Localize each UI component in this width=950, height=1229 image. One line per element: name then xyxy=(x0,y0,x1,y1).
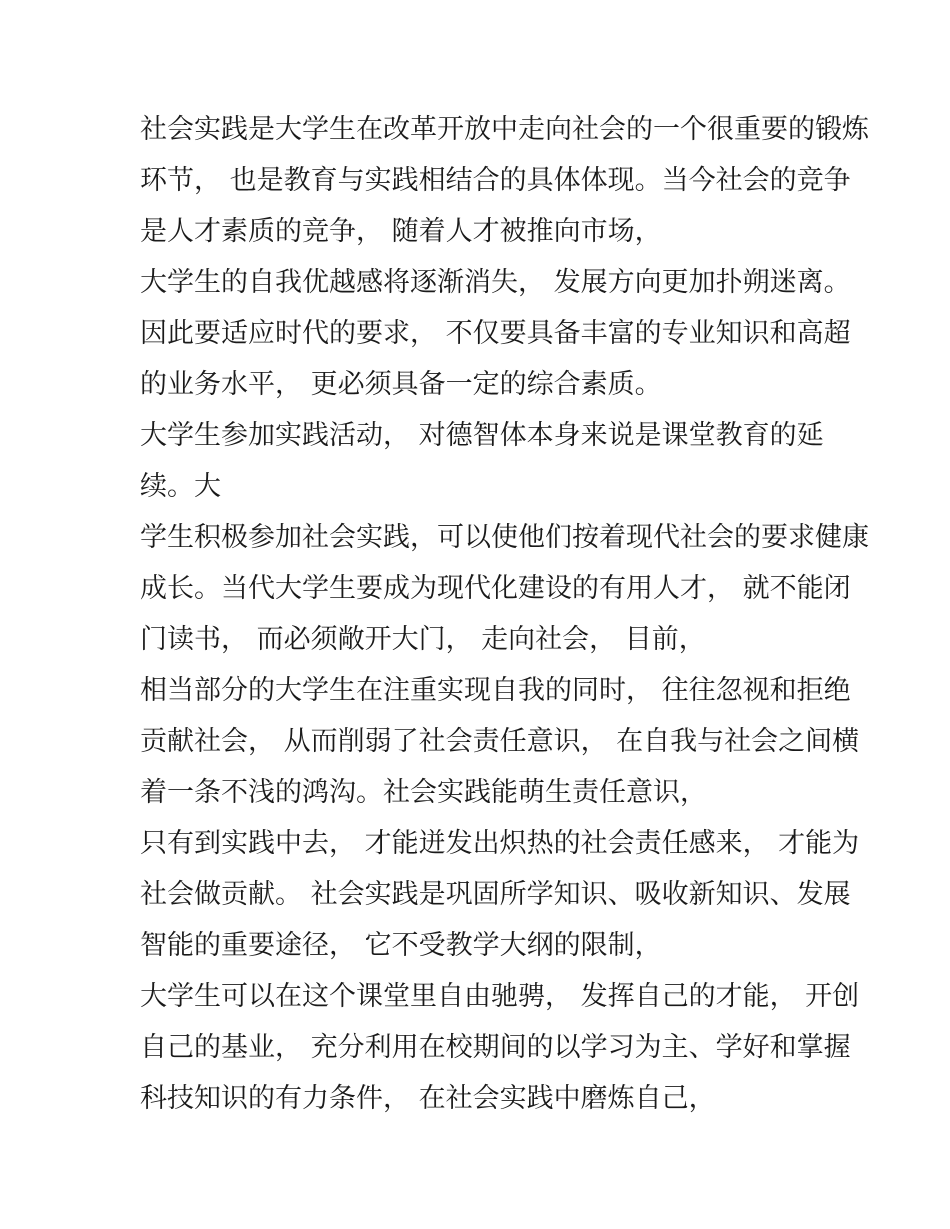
text-line: 社会做贡献。 社会实践是巩固所学知识、吸收新知识、发展 xyxy=(140,879,851,910)
text-line: 续。大 xyxy=(140,471,221,502)
text-line: 因此要适应时代的要求， 不仅要具备丰富的专业知识和高超 xyxy=(140,318,851,349)
text-line: 着一条不浅的鸿沟。社会实践能萌生责任意识， xyxy=(140,777,707,808)
text-line: 只有到实践中去， 才能迸发出炽热的社会责任感来， 才能为 xyxy=(140,828,860,859)
text-line: 贡献社会， 从而削弱了社会责任意识， 在自我与社会之间横 xyxy=(140,726,860,757)
text-line: 门读书， 而必须敞开大门， 走向社会， 目前， xyxy=(140,624,706,655)
text-line: 成长。当代大学生要成为现代化建设的有用人才， 就不能闭 xyxy=(140,573,851,604)
text-line: 是人才素质的竞争， 随着人才被推向市场， xyxy=(140,216,662,247)
text-line: 学生积极参加社会实践，可以使他们按着现代社会的要求健康 xyxy=(140,522,869,553)
text-line: 科技知识的有力条件， 在社会实践中磨炼自己， xyxy=(140,1083,716,1114)
text-line: 相当部分的大学生在注重实现自我的同时， 往往忽视和拒绝 xyxy=(140,675,851,706)
text-line: 智能的重要途径， 它不受教学大纲的限制， xyxy=(140,930,662,961)
text-line: 大学生的自我优越感将逐渐消失， 发展方向更加扑朔迷离。 xyxy=(140,267,851,298)
text-line: 大学生可以在这个课堂里自由驰骋， 发挥自己的才能， 开创 xyxy=(140,981,860,1012)
text-line: 环节， 也是教育与实践相结合的具体体现。当今社会的竞争 xyxy=(140,165,851,196)
text-line: 的业务水平， 更必须具备一定的综合素质。 xyxy=(140,369,662,400)
body-text xyxy=(140,104,869,1124)
text-line: 社会实践是大学生在改革开放中走向社会的一个很重要的锻炼 xyxy=(140,114,869,145)
text-line: 大学生参加实践活动， 对德智体本身来说是课堂教育的延 xyxy=(140,420,824,451)
text-line: 自己的基业， 充分利用在校期间的以学习为主、学好和掌握 xyxy=(140,1032,851,1063)
